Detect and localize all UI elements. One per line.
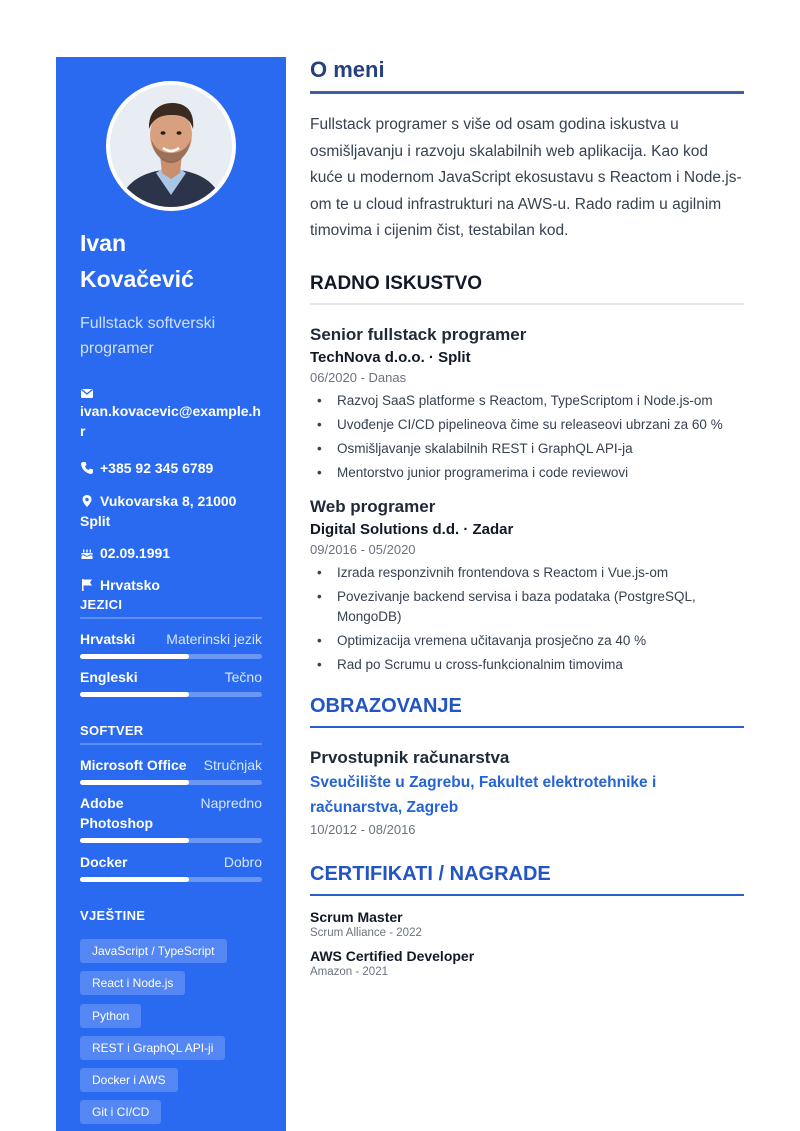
contact-nationality <box>80 575 160 595</box>
level-bar-fill <box>80 877 189 882</box>
level-bar <box>80 654 262 659</box>
birthday-cake-icon <box>80 546 94 560</box>
language-name: Hrvatski <box>80 631 136 647</box>
level-bar-fill <box>80 838 189 843</box>
job-bullet: • Osmišljavanje skalabilnih REST i GraphQL API-ja <box>310 439 744 459</box>
certificate-item <box>310 948 744 978</box>
languages-heading: JEZICI <box>80 597 262 619</box>
job-entry <box>310 325 744 483</box>
skill-tag: REST i GraphQL API-ji <box>80 1036 225 1060</box>
level-bar-fill <box>80 780 189 785</box>
job-position: Senior fullstack programer <box>310 324 527 344</box>
job-bullet: • Izrada responzivnih frontendova s Reactom i Vue.js-om <box>310 563 744 583</box>
job-bullets <box>310 391 744 483</box>
job-company: Digital Solutions d.d. · Zadar <box>310 520 514 538</box>
skills-heading: VJEŠTINE <box>80 908 146 923</box>
certificates-section <box>310 863 744 978</box>
flag-icon <box>80 578 94 592</box>
contact-address <box>80 491 262 531</box>
certificate-item <box>310 909 744 939</box>
skill-tag: Docker i AWS <box>80 1068 178 1092</box>
job-bullet: • Mentorstvo junior programerima i code reviewovi <box>310 463 744 483</box>
language-name: Engleski <box>80 669 138 685</box>
education-section <box>310 695 744 837</box>
job-bullet: • Uvođenje CI/CD pipelineova čime su releaseovi ubrzani za 60 % <box>310 415 744 435</box>
avatar <box>106 81 236 211</box>
about-text: Fullstack programer s više od osam godina iskustva u osmišljavanju i razvoju skalabilnih web aplikacija. Kao kod kuće u modernom JavaScript ekosustavu s Reactom i Node.js-om te u cloud infrastrukturi na AWS-u. Rado radim u agilnim timovima i cijenim čist, testabilan kod. <box>310 116 742 239</box>
job-entry <box>310 497 744 675</box>
main-content <box>310 57 744 978</box>
first-name: Ivan <box>80 230 127 256</box>
job-title: Fullstack softverski programer <box>80 315 216 357</box>
skill-tag: Git i CI/CD <box>80 1100 161 1124</box>
contact-birthdate <box>80 543 170 563</box>
level-bar-fill <box>80 654 189 659</box>
software-item <box>80 852 262 882</box>
certificate-name: Scrum Master <box>310 908 403 925</box>
profile-photo <box>110 85 232 207</box>
certificates-heading: CERTIFIKATI / NAGRADE <box>310 863 744 896</box>
language-level: Materinski jezik <box>166 631 262 647</box>
software-heading: SOFTVER <box>80 723 262 745</box>
experience-heading: RADNO ISKUSTVO <box>310 273 744 305</box>
level-bar <box>80 692 262 697</box>
skill-tag: React i Node.js <box>80 971 185 995</box>
address-text: Vukovarska 8, 21000 Split <box>80 493 237 529</box>
level-bar <box>80 877 262 882</box>
software-level: Napredno <box>200 795 262 811</box>
certificate-meta: Amazon - 2021 <box>310 965 388 978</box>
job-bullets <box>310 563 744 675</box>
phone-text: +385 92 345 6789 <box>100 460 214 476</box>
certificate-meta: Scrum Alliance - 2022 <box>310 926 422 939</box>
software-level: Stručnjak <box>203 757 262 773</box>
software-name: Microsoft Office <box>80 757 187 773</box>
education-dates: 10/2012 - 08/2016 <box>310 821 416 837</box>
skill-tag: JavaScript / TypeScript <box>80 939 227 963</box>
map-pin-icon <box>80 494 94 508</box>
language-level: Tečno <box>224 669 262 685</box>
software-item <box>80 793 262 843</box>
level-bar <box>80 780 262 785</box>
skill-tag: Python <box>80 1004 141 1028</box>
job-bullet: • Razvoj SaaS platforme s Reactom, TypeScriptom i Node.js-om <box>310 391 744 411</box>
full-name <box>80 225 270 297</box>
sidebar <box>56 57 286 1131</box>
software-level: Dobro <box>223 854 262 870</box>
job-bullet: • Optimizacija vremena učitavanja prosječno za 40 % <box>310 631 744 651</box>
software-name: Adobe Photoshop <box>80 795 154 831</box>
last-name: Kovačević <box>80 266 194 292</box>
nationality-text: Hrvatsko <box>100 577 160 593</box>
certificate-name: AWS Certified Developer <box>310 947 475 964</box>
language-item <box>80 667 262 697</box>
education-degree: Prvostupnik računarstva <box>310 747 510 767</box>
envelope-icon <box>80 386 94 400</box>
phone-icon <box>80 461 94 475</box>
about-section <box>310 57 744 245</box>
job-company: TechNova d.o.o. · Split <box>310 348 471 366</box>
education-heading: OBRAZOVANJE <box>310 695 744 728</box>
job-dates: 09/2016 - 05/2020 <box>310 541 416 557</box>
job-bullet: • Rad po Scrumu u cross-funkcionalnim timovima <box>310 655 744 675</box>
job-position: Web programer <box>310 496 436 516</box>
birthdate-text: 02.09.1991 <box>100 545 171 561</box>
software-name: Docker <box>80 854 128 870</box>
email-link[interactable]: ivan.kovacevic@example.hr <box>80 403 261 439</box>
level-bar <box>80 838 262 843</box>
contact-phone <box>80 458 213 478</box>
language-item <box>80 629 262 659</box>
job-dates: 06/2020 - Danas <box>310 369 407 385</box>
education-institution: Sveučilište u Zagrebu, Fakultet elektrotehnike i računarstva, Zagreb <box>310 773 657 816</box>
contact-email <box>80 386 262 441</box>
about-heading: O meni <box>310 57 744 94</box>
job-bullet: • Povezivanje backend servisa i baza podataka (PostgreSQL, MongoDB) <box>310 587 744 627</box>
software-item <box>80 755 262 785</box>
experience-section <box>310 273 744 675</box>
level-bar-fill <box>80 692 189 697</box>
